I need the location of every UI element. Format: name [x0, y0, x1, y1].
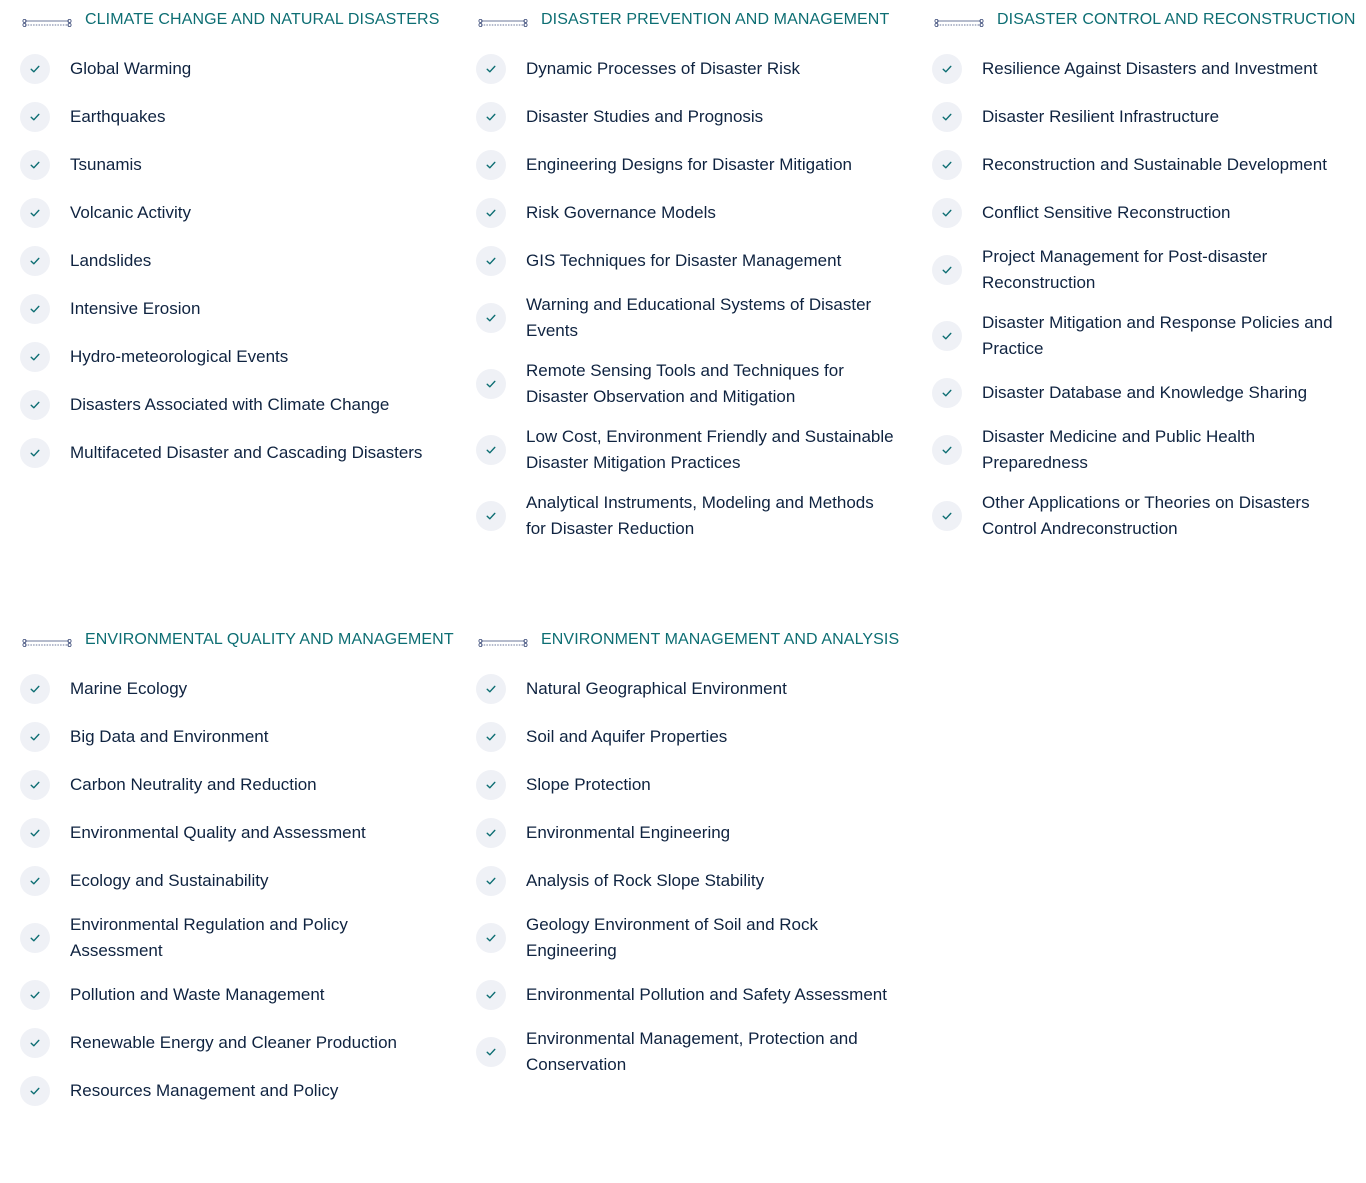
list-item-label: Project Management for Post-disaster Reconstruction [982, 247, 1268, 292]
list-item-label: Risk Governance Models [526, 203, 716, 222]
list-item [476, 978, 896, 1012]
check-icon [20, 390, 50, 420]
topic-section [20, 620, 454, 1122]
check-icon [20, 102, 50, 132]
list-item [20, 436, 440, 470]
topic-list [476, 672, 896, 1078]
check-icon [20, 674, 50, 704]
list-item-label: Renewable Energy and Cleaner Production [70, 1033, 397, 1052]
list-item-label: Disaster Resilient Infrastructure [982, 107, 1220, 126]
check-icon [476, 54, 506, 84]
list-item-label: GIS Techniques for Disaster Management [526, 251, 842, 270]
check-icon [932, 198, 962, 228]
section-header [20, 0, 440, 40]
check-icon [20, 198, 50, 228]
list-item [476, 864, 896, 898]
list-item-label: Big Data and Environment [70, 727, 269, 746]
list-item-label: Marine Ecology [70, 679, 188, 698]
list-item [932, 100, 1366, 134]
list-item [20, 864, 440, 898]
list-item [476, 912, 896, 964]
list-item-label: Environmental Regulation and Policy Assessment [70, 915, 348, 960]
list-item-label: Global Warming [70, 59, 192, 78]
list-item-label: Remote Sensing Tools and Techniques for Disaster Observation and Mitigation [526, 361, 844, 406]
list-item [932, 424, 1366, 476]
list-item-label: Reconstruction and Sustainable Development [982, 155, 1327, 174]
list-item-label: Engineering Designs for Disaster Mitigation [526, 155, 852, 174]
list-item [476, 292, 896, 344]
check-icon [932, 150, 962, 180]
list-item [20, 1074, 440, 1108]
list-item [476, 148, 896, 182]
topic-section [476, 620, 900, 1092]
list-item [932, 148, 1366, 182]
circuit-dots-icon [934, 15, 984, 25]
list-item-label: Dynamic Processes of Disaster Risk [526, 59, 800, 78]
check-icon [476, 923, 506, 953]
list-item [932, 244, 1366, 296]
topic-list [20, 52, 440, 470]
check-icon [20, 1076, 50, 1106]
section-header [476, 620, 900, 660]
list-item-label: Resources Management and Policy [70, 1081, 339, 1100]
list-item-label: Low Cost, Environment Friendly and Sustainable Disaster Mitigation Practices [526, 427, 894, 472]
check-icon [476, 722, 506, 752]
list-item-label: Soil and Aquifer Properties [526, 727, 728, 746]
list-item [20, 196, 440, 230]
check-icon [476, 674, 506, 704]
list-item [932, 52, 1366, 86]
list-item-label: Disaster Studies and Prognosis [526, 107, 764, 126]
list-item [20, 340, 440, 374]
check-icon [20, 866, 50, 896]
check-icon [20, 246, 50, 276]
list-item-label: Multifaceted Disaster and Cascading Disasters [70, 443, 423, 462]
list-item [932, 490, 1366, 542]
list-item-label: Conflict Sensitive Reconstruction [982, 203, 1231, 222]
list-item [20, 148, 440, 182]
check-icon [932, 378, 962, 408]
list-item-label: Disaster Database and Knowledge Sharing [982, 383, 1308, 402]
list-item [476, 816, 896, 850]
list-item-label: Slope Protection [526, 775, 651, 794]
check-icon [20, 770, 50, 800]
list-item [476, 358, 896, 410]
check-icon [20, 923, 50, 953]
list-item [476, 100, 896, 134]
section-title: DISASTER CONTROL AND RECONSTRUCTION [997, 11, 1356, 28]
section-header [932, 0, 1366, 40]
circuit-dots-icon [478, 635, 528, 645]
check-icon [476, 818, 506, 848]
check-icon [932, 435, 962, 465]
list-item-label: Other Applications or Theories on Disasters Control Andreconstruction [982, 493, 1310, 538]
list-item [20, 244, 440, 278]
check-icon [476, 198, 506, 228]
list-item [932, 196, 1366, 230]
check-icon [20, 54, 50, 84]
check-icon [20, 722, 50, 752]
list-item [476, 768, 896, 802]
check-icon [932, 54, 962, 84]
check-icon [476, 501, 506, 531]
topic-section [20, 0, 440, 484]
list-item-label: Tsunamis [70, 155, 142, 174]
check-icon [476, 303, 506, 333]
list-item-label: Geology Environment of Soil and Rock Engineering [526, 915, 818, 960]
topic-list [20, 672, 440, 1108]
list-item-label: Environmental Engineering [526, 823, 731, 842]
topic-list [476, 52, 896, 542]
list-item-label: Pollution and Waste Management [70, 985, 325, 1004]
check-icon [476, 102, 506, 132]
list-item [20, 292, 440, 326]
list-item [20, 1026, 440, 1060]
list-item-label: Analytical Instruments, Modeling and Methods for Disaster Reduction [526, 493, 874, 538]
list-item [932, 310, 1366, 362]
list-item-label: Disaster Medicine and Public Health Preparedness [982, 427, 1256, 472]
topic-section [476, 0, 896, 556]
circuit-dots-icon [22, 635, 72, 645]
list-item-label: Earthquakes [70, 107, 166, 126]
list-item-label: Resilience Against Disasters and Investment [982, 59, 1318, 78]
list-item-label: Intensive Erosion [70, 299, 201, 318]
list-item [20, 816, 440, 850]
list-item [476, 672, 896, 706]
list-item-label: Ecology and Sustainability [70, 871, 269, 890]
check-icon [20, 818, 50, 848]
list-item [20, 100, 440, 134]
check-icon [932, 321, 962, 351]
list-item-label: Hydro-meteorological Events [70, 347, 289, 366]
check-icon [932, 255, 962, 285]
section-title: ENVIRONMENTAL QUALITY AND MANAGEMENT [85, 631, 454, 648]
list-item [20, 672, 440, 706]
list-item-label: Volcanic Activity [70, 203, 191, 222]
list-item-label: Environmental Management, Protection and Conservation [526, 1029, 858, 1074]
check-icon [476, 866, 506, 896]
list-item-label: Disasters Associated with Climate Change [70, 395, 390, 414]
check-icon [476, 369, 506, 399]
list-item [20, 388, 440, 422]
check-icon [20, 294, 50, 324]
check-icon [20, 438, 50, 468]
list-item-label: Warning and Educational Systems of Disaster Events [526, 295, 872, 340]
list-item [476, 424, 896, 476]
check-icon [932, 501, 962, 531]
list-item-label: Analysis of Rock Slope Stability [526, 871, 765, 890]
list-item [476, 490, 896, 542]
list-item [476, 1026, 896, 1078]
topic-list [932, 52, 1366, 542]
section-title: ENVIRONMENT MANAGEMENT AND ANALYSIS [541, 631, 900, 648]
check-icon [476, 980, 506, 1010]
list-item-label: Environmental Quality and Assessment [70, 823, 366, 842]
list-item [932, 376, 1366, 410]
check-icon [20, 1028, 50, 1058]
list-item [476, 196, 896, 230]
list-item [20, 52, 440, 86]
section-title: CLIMATE CHANGE AND NATURAL DISASTERS [85, 11, 440, 28]
list-item-label: Natural Geographical Environment [526, 679, 787, 698]
list-item [476, 720, 896, 754]
list-item-label: Environmental Pollution and Safety Assessment [526, 985, 887, 1004]
list-item [476, 244, 896, 278]
section-title: DISASTER PREVENTION AND MANAGEMENT [541, 11, 890, 28]
check-icon [932, 102, 962, 132]
circuit-dots-icon [478, 15, 528, 25]
list-item [20, 720, 440, 754]
check-icon [476, 770, 506, 800]
circuit-dots-icon [22, 15, 72, 25]
list-item [20, 912, 440, 964]
check-icon [476, 150, 506, 180]
list-item [20, 768, 440, 802]
list-item [20, 978, 440, 1012]
check-icon [476, 246, 506, 276]
list-item [476, 52, 896, 86]
list-item-label: Carbon Neutrality and Reduction [70, 775, 317, 794]
section-header [20, 620, 454, 660]
check-icon [20, 980, 50, 1010]
check-icon [20, 342, 50, 372]
check-icon [20, 150, 50, 180]
topic-section [932, 0, 1366, 556]
list-item-label: Landslides [70, 251, 152, 270]
list-item-label: Disaster Mitigation and Response Policies and Practice [982, 313, 1333, 358]
section-header [476, 0, 896, 40]
check-icon [476, 1037, 506, 1067]
check-icon [476, 435, 506, 465]
